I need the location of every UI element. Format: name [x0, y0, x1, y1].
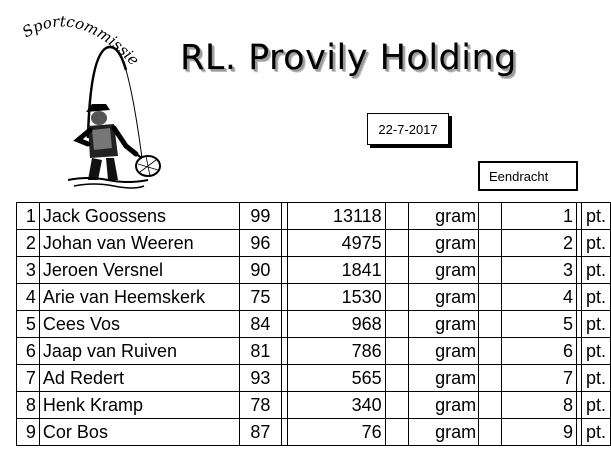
spacer-cell: [479, 203, 502, 230]
place-cell: 4: [501, 284, 576, 311]
weight-cell: 1841: [288, 257, 385, 284]
position-cell: 6: [17, 338, 40, 365]
sector-cell: 81: [239, 338, 282, 365]
table-row: [17, 392, 611, 419]
spacer-cell: [479, 419, 502, 446]
unit-cell: gram: [409, 365, 479, 392]
place-cell: 1: [501, 203, 576, 230]
sector-cell: 90: [239, 257, 282, 284]
spacer-cell: [385, 230, 409, 257]
date-value: 22-7-2017: [378, 121, 438, 137]
sector-cell: 93: [239, 365, 282, 392]
points-label-cell: pt.: [581, 311, 610, 338]
table-row: [17, 284, 611, 311]
spacer-cell: [385, 203, 409, 230]
table-row: [17, 419, 611, 446]
position-cell: 2: [17, 230, 40, 257]
name-cell: Johan van Weeren: [39, 230, 239, 257]
weight-cell: 76: [288, 419, 385, 446]
points-label-cell: pt.: [581, 338, 610, 365]
name-cell: Jaap van Ruiven: [39, 338, 239, 365]
fisherman-logo: [18, 8, 168, 193]
name-cell: Jack Goossens: [39, 203, 239, 230]
place-cell: 3: [501, 257, 576, 284]
weight-cell: 968: [288, 311, 385, 338]
position-cell: 7: [17, 365, 40, 392]
position-cell: 9: [17, 419, 40, 446]
logo-script-text: Sportcommissie: [19, 12, 143, 70]
spacer-cell: [385, 257, 409, 284]
spacer-cell: [385, 284, 409, 311]
position-cell: 8: [17, 392, 40, 419]
weight-cell: 1530: [288, 284, 385, 311]
name-cell: Ad Redert: [39, 365, 239, 392]
team-box: [478, 161, 578, 191]
points-label-cell: pt.: [581, 365, 610, 392]
page-title: RL. Provily Holding: [180, 38, 517, 78]
place-cell: 9: [501, 419, 576, 446]
spacer-cell: [479, 284, 502, 311]
place-cell: 6: [501, 338, 576, 365]
position-cell: 5: [17, 311, 40, 338]
position-cell: 3: [17, 257, 40, 284]
spacer-cell: [479, 257, 502, 284]
weight-cell: 565: [288, 365, 385, 392]
unit-cell: gram: [409, 311, 479, 338]
points-label-cell: pt.: [581, 230, 610, 257]
place-cell: 7: [501, 365, 576, 392]
name-cell: Cees Vos: [39, 311, 239, 338]
table-row: [17, 230, 611, 257]
points-label-cell: pt.: [581, 257, 610, 284]
weight-cell: 13118: [288, 203, 385, 230]
spacer-cell: [385, 311, 409, 338]
unit-cell: gram: [409, 338, 479, 365]
date-box: [367, 113, 449, 145]
sector-cell: 84: [239, 311, 282, 338]
name-cell: Jeroen Versnel: [39, 257, 239, 284]
position-cell: 4: [17, 284, 40, 311]
spacer-cell: [479, 392, 502, 419]
points-label-cell: pt.: [581, 284, 610, 311]
svg-text:Sportcommissie: [19, 12, 143, 69]
sector-cell: 96: [239, 230, 282, 257]
name-cell: Arie van Heemskerk: [39, 284, 239, 311]
unit-cell: gram: [409, 203, 479, 230]
spacer-cell: [479, 311, 502, 338]
table-row: [17, 338, 611, 365]
sector-cell: 99: [239, 203, 282, 230]
table-row: [17, 311, 611, 338]
fisherman-icon: [68, 47, 160, 188]
spacer-cell: [479, 365, 502, 392]
spacer-cell: [385, 338, 409, 365]
unit-cell: gram: [409, 419, 479, 446]
unit-cell: gram: [409, 392, 479, 419]
name-cell: Cor Bos: [39, 419, 239, 446]
unit-cell: gram: [409, 284, 479, 311]
unit-cell: gram: [409, 257, 479, 284]
points-label-cell: pt.: [581, 203, 610, 230]
spacer-cell: [385, 392, 409, 419]
table-row: [17, 365, 611, 392]
weight-cell: 4975: [288, 230, 385, 257]
results-table: [16, 202, 611, 446]
place-cell: 2: [501, 230, 576, 257]
points-label-cell: pt.: [581, 419, 610, 446]
name-cell: Henk Kramp: [39, 392, 239, 419]
weight-cell: 786: [288, 338, 385, 365]
spacer-cell: [479, 230, 502, 257]
spacer-cell: [385, 419, 409, 446]
sector-cell: 75: [239, 284, 282, 311]
sector-cell: 78: [239, 392, 282, 419]
team-name: Eendracht: [489, 168, 549, 184]
sector-cell: 87: [239, 419, 282, 446]
points-label-cell: pt.: [581, 392, 610, 419]
place-cell: 8: [501, 392, 576, 419]
place-cell: 5: [501, 311, 576, 338]
spacer-cell: [385, 365, 409, 392]
position-cell: 1: [17, 203, 40, 230]
weight-cell: 340: [288, 392, 385, 419]
spacer-cell: [479, 338, 502, 365]
unit-cell: gram: [409, 230, 479, 257]
table-row: [17, 257, 611, 284]
table-row: [17, 203, 611, 230]
